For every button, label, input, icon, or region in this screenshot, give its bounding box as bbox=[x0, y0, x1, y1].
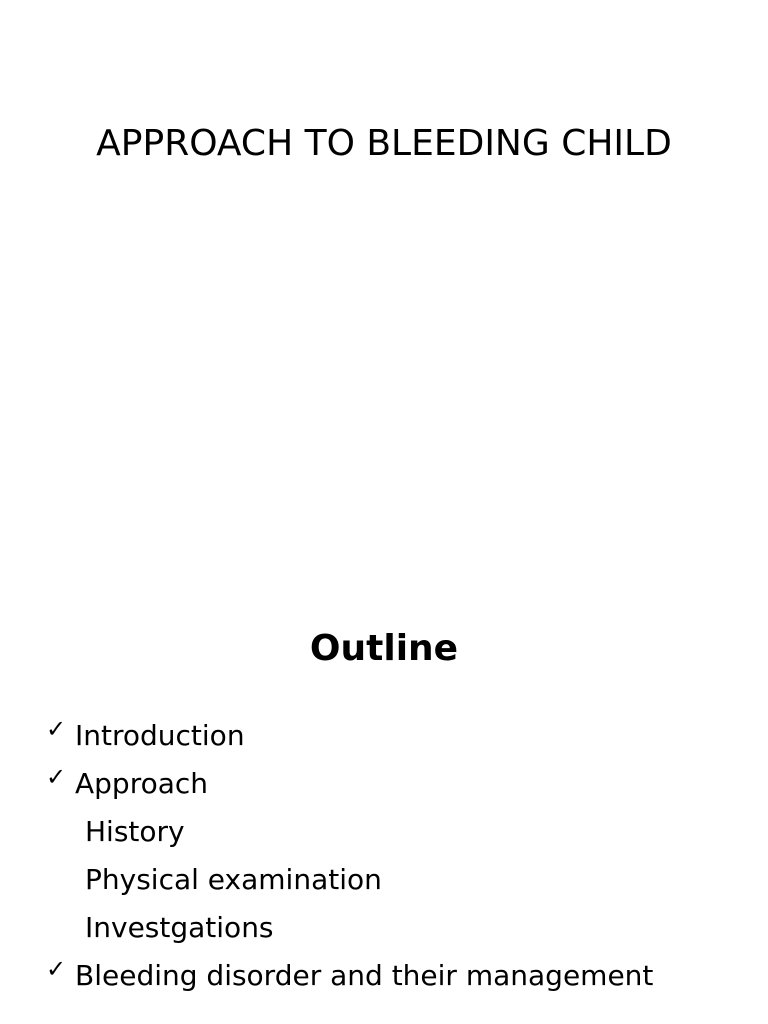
outline-item-label: Physical examination bbox=[85, 863, 382, 896]
outline-item-approach bbox=[46, 760, 653, 808]
deck-title: APPROACH TO BLEEDING CHILD bbox=[96, 123, 672, 164]
outline-item-label: Introduction bbox=[75, 719, 245, 752]
outline-slide bbox=[0, 576, 768, 1024]
checkmark-icon: ✓ bbox=[46, 955, 67, 983]
outline-item-label: History bbox=[85, 815, 185, 848]
outline-subitem-physical-examination bbox=[46, 856, 653, 904]
outline-list bbox=[46, 712, 653, 1000]
outline-heading: Outline bbox=[309, 628, 459, 669]
checkmark-icon: ✓ bbox=[46, 763, 67, 791]
outline-item-label: Bleeding disorder and their management bbox=[75, 959, 654, 992]
outline-item-introduction bbox=[46, 712, 653, 760]
outline-subitem-history bbox=[46, 808, 653, 856]
outline-item-bleeding-disorders bbox=[46, 952, 653, 1000]
outline-item-label: Investgations bbox=[85, 911, 274, 944]
outline-subitem-investigations bbox=[46, 904, 653, 952]
checkmark-icon: ✓ bbox=[46, 715, 67, 743]
outline-item-label: Approach bbox=[75, 767, 209, 800]
